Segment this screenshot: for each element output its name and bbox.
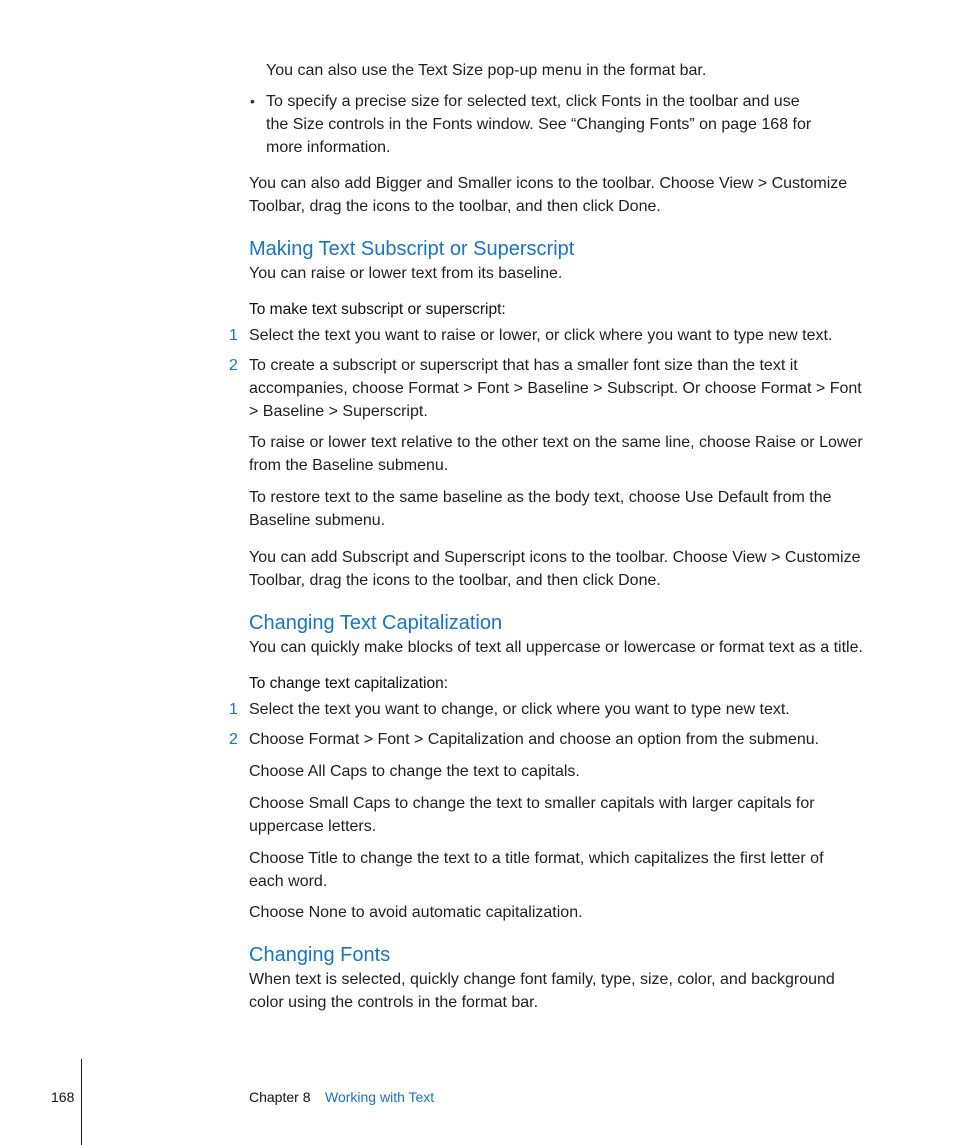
- raise-lower-line-2: from the Baseline submenu.: [249, 457, 449, 474]
- step-text: Select the text you want to raise or lower, or click where you want to type new text.: [249, 327, 833, 344]
- bullet-marker: •: [250, 93, 255, 109]
- step-number: 1: [229, 701, 238, 718]
- step-text: To create a subscript or superscript that has a smaller font size than the text it: [249, 357, 798, 374]
- capitalization-task-lead: To change text capitalization:: [249, 675, 449, 692]
- footer-chapter: Chapter 8: [249, 1089, 311, 1105]
- raise-lower-line-1: To raise or lower text relative to the other text on the same line, choose Raise or Lower: [249, 434, 863, 451]
- none-note: Choose None to avoid automatic capitalization.: [249, 904, 583, 921]
- step-text: > Baseline > Superscript.: [249, 403, 428, 420]
- toolbar-note-line-1: You can also add Bigger and Smaller icons to the toolbar. Choose View > Customize: [249, 175, 848, 192]
- subscript-heading: Making Text Subscript or Superscript: [249, 238, 575, 260]
- step-number: 2: [229, 731, 238, 748]
- icons-note-line-1: You can add Subscript and Superscript icons to the toolbar. Choose View > Customize: [249, 549, 861, 566]
- bullet-line-3: more information.: [266, 139, 391, 156]
- subscript-intro: You can raise or lower text from its baseline.: [249, 265, 563, 282]
- step-number: 1: [229, 327, 238, 344]
- small-caps-line-2: uppercase letters.: [249, 818, 377, 835]
- fonts-intro-line-2: color using the controls in the format bar.: [249, 994, 539, 1011]
- title-case-line-2: each word.: [249, 873, 328, 890]
- fonts-intro-line-1: When text is selected, quickly change font family, type, size, color, and background: [249, 971, 835, 988]
- toolbar-note-line-2: Toolbar, drag the icons to the toolbar, and then click Done.: [249, 198, 661, 215]
- all-caps-note: Choose All Caps to change the text to capitals.: [249, 763, 580, 780]
- small-caps-line-1: Choose Small Caps to change the text to smaller capitals with larger capitals for: [249, 795, 815, 812]
- step-text: Select the text you want to change, or click where you want to type new text.: [249, 701, 790, 718]
- bullet-line-2: the Size controls in the Fonts window. See “Changing Fonts” on page 168 for: [266, 116, 812, 133]
- icons-note-line-2: Toolbar, drag the icons to the toolbar, and then click Done.: [249, 572, 661, 589]
- footer-chapter-title: Working with Text: [325, 1089, 435, 1105]
- step-text: accompanies, choose Format > Font > Baseline > Subscript. Or choose Format > Font: [249, 380, 862, 397]
- capitalization-heading: Changing Text Capitalization: [249, 612, 503, 634]
- bullet-line-1: To specify a precise size for selected text, click Fonts in the toolbar and use: [266, 93, 800, 110]
- restore-line-1: To restore text to the same baseline as the body text, choose Use Default from the: [249, 489, 832, 506]
- footer-divider: [81, 1059, 82, 1145]
- capitalization-intro: You can quickly make blocks of text all uppercase or lowercase or format text as a title.: [249, 639, 863, 656]
- title-case-line-1: Choose Title to change the text to a title format, which capitalizes the first letter of: [249, 850, 824, 867]
- page-number: 168: [51, 1089, 75, 1105]
- fonts-heading: Changing Fonts: [249, 944, 391, 966]
- subscript-task-lead: To make text subscript or superscript:: [249, 301, 506, 318]
- step-text: Choose Format > Font > Capitalization and choose an option from the submenu.: [249, 731, 820, 748]
- step-number: 2: [229, 357, 238, 374]
- restore-line-2: Baseline submenu.: [249, 512, 386, 529]
- size-menu-note: You can also use the Text Size pop-up menu in the format bar.: [266, 62, 707, 79]
